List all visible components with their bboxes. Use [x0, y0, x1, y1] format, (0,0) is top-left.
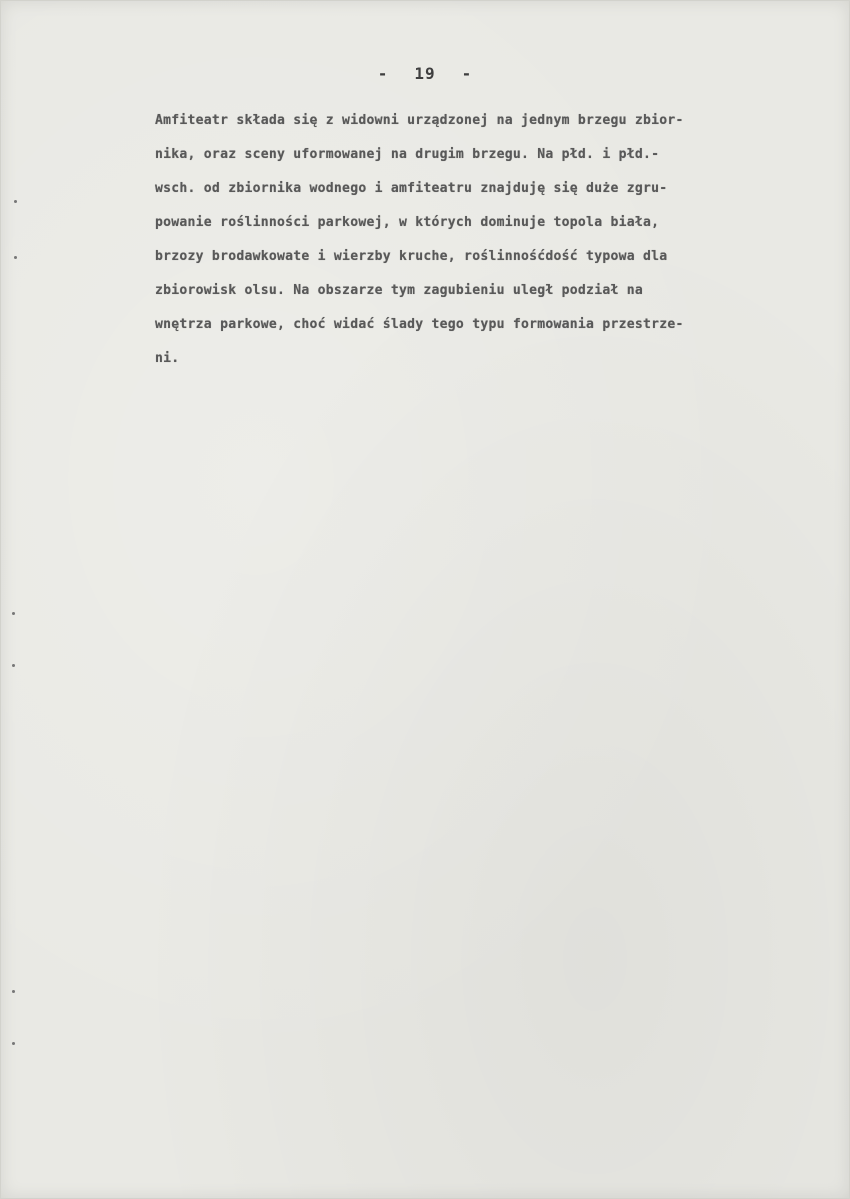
margin-speck [14, 200, 17, 203]
page-number-dash-right: - [461, 64, 473, 83]
margin-speck [12, 664, 15, 667]
margin-speck [12, 1042, 15, 1045]
text-line: powanie roślinności parkowej, w których dominuje topola biała, [155, 215, 660, 230]
text-line: zbiorowisk olsu. Na obszarze tym zagubieniu uległ podział na [155, 283, 643, 298]
page-number-header [0, 64, 850, 83]
margin-speck [12, 612, 15, 615]
typewritten-paragraph [155, 104, 845, 376]
text-line: wnętrza parkowe, choć widać ślady tego typu formowania przestrze- [155, 317, 684, 332]
page-number: 19 [414, 64, 436, 83]
text-line: Amfiteatr składa się z widowni urządzonej na jednym brzegu zbior- [155, 113, 684, 128]
text-line: ni. [155, 351, 180, 366]
text-line: brzozy brodawkowate i wierzby kruche, roślinnośćdość typowa dla [155, 249, 668, 264]
text-line: wsch. od zbiornika wodnego i amfiteatru znajduję się duże zgru- [155, 181, 668, 196]
margin-speck [14, 256, 17, 259]
page-number-dash-left: - [377, 64, 389, 83]
margin-speck [12, 990, 15, 993]
text-line: nika, oraz sceny uformowanej na drugim brzegu. Na płd. i płd.- [155, 147, 660, 162]
